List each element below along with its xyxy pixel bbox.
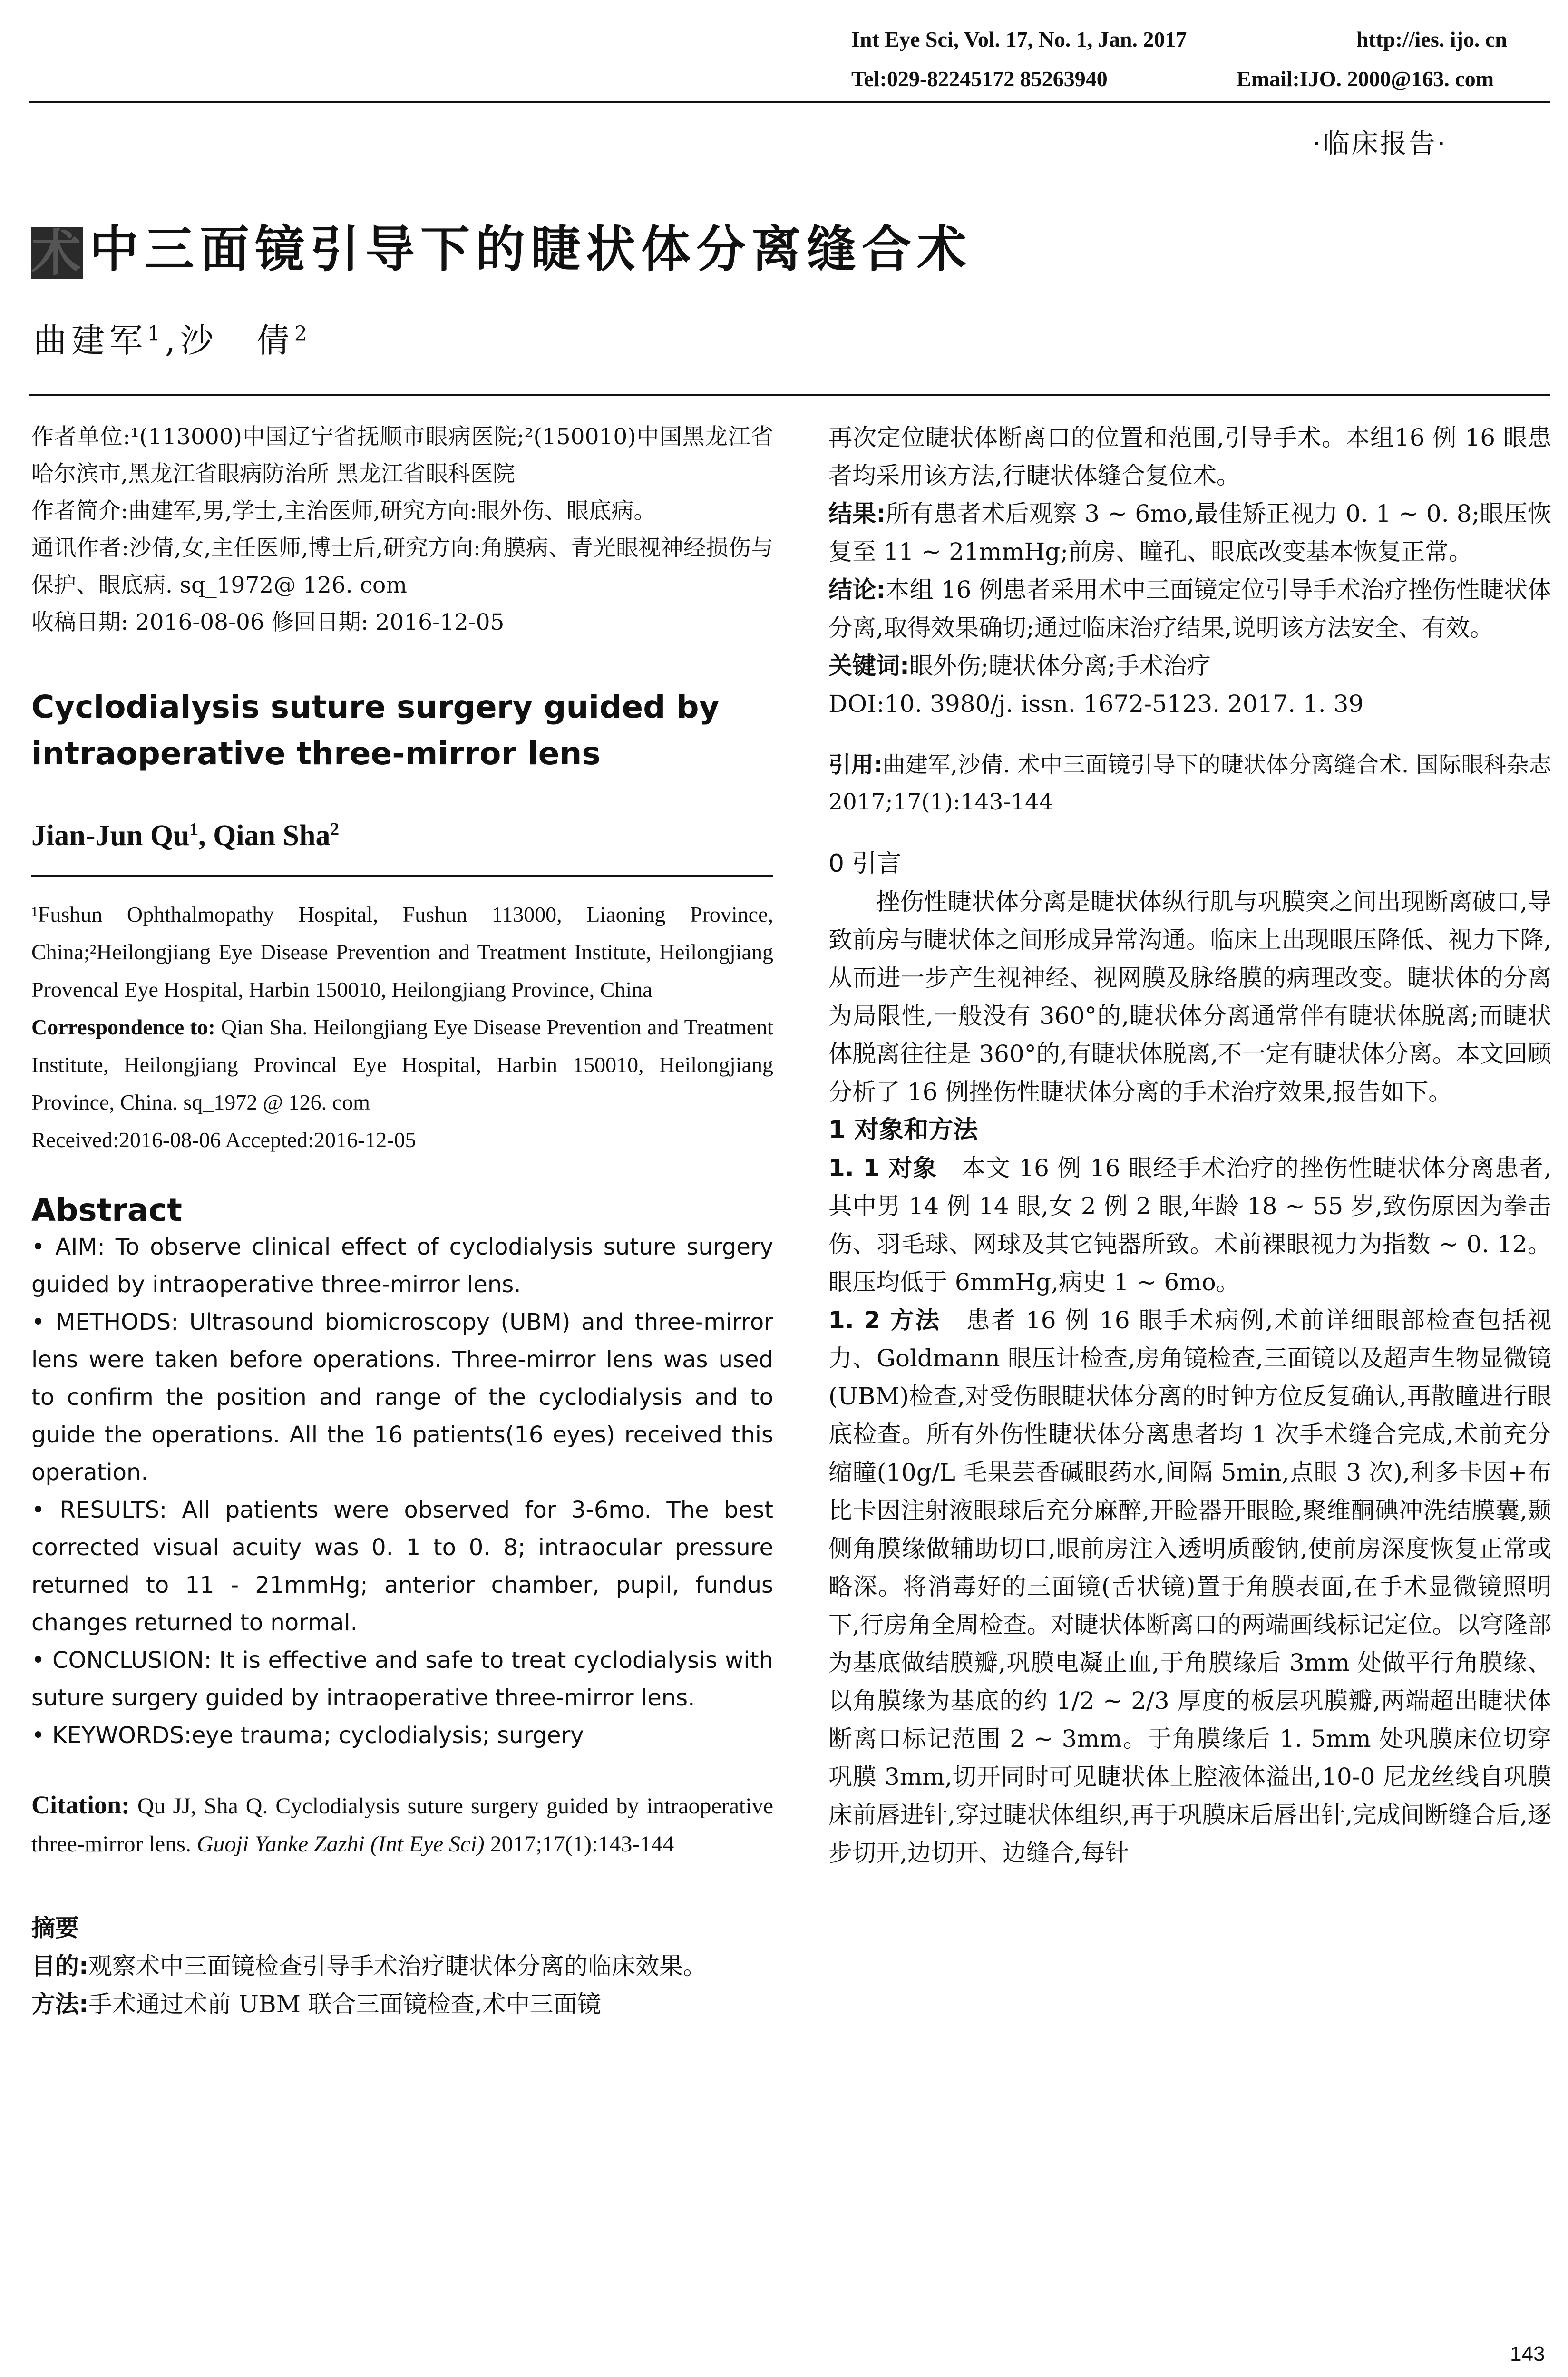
- cn-results: [828, 495, 1551, 571]
- author-sep: ,: [165, 321, 180, 360]
- en-corr-text: Qian Sha. Heilongjiang Eye Disease Prevention and Treatment Institute, Heilongjiang Provincal Eye Hospital, Harbin 150010, Heilongjiang Province, China. sq_1972 @ 126. com: [31, 1015, 773, 1114]
- left-column: [31, 419, 773, 2023]
- abstract-aim: • AIM: To observe clinical effect of cyclodialysis suture surgery guided by intraoperative three-mirror lens.: [31, 1234, 773, 1298]
- en-author-1-sup: 1: [189, 819, 199, 839]
- author-1: 曲建军: [33, 321, 147, 360]
- cn-methods-cont: 再次定位睫状体断离口的位置和范围,引导手术。本组16 例 16 眼患者均采用该方法,行睫状体缝合复位术。: [828, 424, 1551, 489]
- author-2-sup: 2: [294, 321, 312, 345]
- subsection-1-2: [828, 1301, 1551, 1872]
- en-authors-rule: [31, 875, 773, 877]
- citation-journal: Guoji Yanke Zazhi (Int Eye Sci): [196, 1831, 485, 1857]
- sub-1-2-label: 1. 2 方法: [828, 1306, 941, 1334]
- cn-conclusion-label: 结论:: [828, 576, 886, 604]
- cn-results-label: 结果:: [828, 500, 886, 527]
- author-1-sup: 1: [147, 321, 165, 345]
- intro-paragraph: 挫伤性睫状体分离是睫状体纵行肌与巩膜突之间出现断离破口,导致前房与睫状体之间形成异常沟通。临床上出现眼压降低、视力下降,从而进一步产生视神经、视网膜及脉络膜的病理改变。睫状体的分离为局限性,一般没有 360°的,睫状体分离通常伴有睫状体脱离;而睫状体脱离往往是 360°的,有睫状体脱离,不一定有睫状体分离。本文回顾分析了 16 例挫伤性睫状体分离的手术治疗效果,报告如下。: [828, 888, 1551, 1106]
- journal-info: Int Eye Sci, Vol. 17, No. 1, Jan. 2017: [851, 27, 1187, 51]
- section-tag: ·临床报告·: [1313, 128, 1448, 159]
- english-dates: Received:2016-08-06 Accepted:2016-12-05: [31, 1128, 416, 1152]
- sub-1-1-label: 1. 1 对象: [828, 1154, 937, 1182]
- citation-en: [31, 1786, 773, 1863]
- cn-cite-label: 引用:: [828, 752, 883, 778]
- cn-aim-text: 观察术中三面镜检查引导手术治疗睫状体分离的临床效果。: [88, 1952, 707, 1980]
- abstract-heading: Abstract: [31, 1192, 182, 1228]
- title-rest: 中三面镜引导下的睫状体分离缝合术: [89, 220, 973, 278]
- cn-keywords-label: 关键词:: [828, 652, 909, 680]
- journal-email: Email:IJO. 2000@163. com: [1237, 67, 1494, 91]
- cn-cite-text: 曲建军,沙倩. 术中三面镜引导下的睫状体分离缝合术. 国际眼科杂志 2017;17(1):143-144: [828, 752, 1551, 815]
- cn-methods-label: 方法:: [31, 1990, 88, 2018]
- cn-keywords-text: 眼外伤;睫状体分离;手术治疗: [909, 652, 1211, 680]
- cn-abstract-aim: [31, 1947, 773, 1985]
- abstract-keywords: • KEYWORDS:eye trauma; cyclodialysis; surgery: [31, 1722, 584, 1749]
- cn-methods-text: 手术通过术前 UBM 联合三面镜检查,术中三面镜: [88, 1990, 601, 2018]
- section-0-heading: 0 引言: [828, 849, 902, 878]
- right-column: [828, 419, 1551, 1872]
- sub-1-2-text: 患者 16 例 16 眼手术病例,术前详细眼部检查包括视力、Goldmann 眼压计检查,房角镜检查,三面镜以及超声生物显微镜(UBM)检查,对受伤眼睫状体分离的时钟方位反复确认,再散瞳进行眼底检查。所有外伤性睫状体分离患者均 1 次手术缝合完成,术前充分缩瞳(10g/L 毛果芸香碱眼药水,间隔 5min,点眼 3 次),利多卡因+布比卡因注射液眼球后充分麻醉,开睑器开眼睑,聚维酮碘冲洗结膜囊,颞侧角膜缘做辅助切口,眼前房注入透明质酸钠,使前房深度恢复正常或略深。将消毒好的三面镜(舌状镜)置于角膜表面,在手术显微镜照明下,行房角全周检查。对睫状体断离口的两端画线标记定位。以穹隆部为基底做结膜瓣,巩膜电凝止血,于角膜缘后 3mm 处做平行角膜缘、以角膜缘为基底的约 1/2 ~ 2/3 厚度的板层巩膜瓣,两端超出睫状体断离口标记范围 2 ~ 3mm。于角膜缘后 1. 5mm 处巩膜床位切穿巩膜 3mm,切开同时可见睫状体上腔液体溢出,10-0 尼龙丝线自巩膜床前唇进针,穿过睫状体组织,再于巩膜床后唇出针,完成间断缝合后,逐步切开,边切开、边缝合,每针: [828, 1306, 1552, 1867]
- cn-abstract-methods: [31, 1985, 773, 2023]
- title-first-char: 术: [31, 224, 87, 282]
- en-author-2: Qian Sha: [213, 819, 331, 852]
- author-bio-cn: 作者简介:曲建军,男,学士,主治医师,研究方向:眼外伤、眼底病。: [31, 498, 656, 524]
- citation-label: Citation:: [31, 1791, 130, 1819]
- english-affiliation: ¹Fushun Ophthalmopathy Hospital, Fushun 113000, Liaoning Province, China;²Heilongjiang Eye Disease Prevention and Treatment Institute, Heilongjiang Provencal Eye Hospital, Harbin 150010, Heilongjiang Province, China: [31, 902, 773, 1002]
- subsection-1-1: [828, 1149, 1551, 1301]
- abstract-results: • RESULTS: All patients were observed for 3-6mo. The best corrected visual acuity was 0. 1 to 0. 8; intraocular pressure returned to 11 - 21mmHg; anterior chamber, pupil, fundus changes returned to normal.: [31, 1497, 773, 1636]
- abstract-methods: • METHODS: Ultrasound biomicroscopy (UBM) and three-mirror lens were taken before operations. Three-mirror lens was used to confirm the position and range of the cyclodialysis and to guide the operations. All the 16 patients(16 eyes) received this operation.: [31, 1309, 773, 1486]
- correspondence-cn: 通讯作者:沙倩,女,主任医师,博士后,研究方向:角膜病、青光眼视神经损伤与保护、眼底病. sq_1972@ 126. com: [31, 535, 773, 598]
- doi: DOI:10. 3980/j. issn. 1672-5123. 2017. 1. 39: [828, 690, 1364, 718]
- cn-results-text: 所有患者术后观察 3 ~ 6mo,最佳矫正视力 0. 1 ~ 0. 8;眼压恢复至 11 ~ 21mmHg;前房、瞳孔、眼底改变基本恢复正常。: [828, 500, 1551, 565]
- en-corr-label: Correspondence to:: [31, 1015, 215, 1039]
- cn-conclusion-text: 本组 16 例患者采用术中三面镜定位引导手术治疗挫伤性睫状体分离,取得效果确切;通过临床治疗结果,说明该方法安全、有效。: [828, 576, 1551, 642]
- dates-cn: 收稿日期: 2016-08-06 修回日期: 2016-12-05: [31, 609, 505, 635]
- cn-aim-label: 目的:: [31, 1952, 88, 1980]
- english-correspondence: [31, 1008, 773, 1121]
- english-title: Cyclodialysis suture surgery guided by intraoperative three-mirror lens: [31, 689, 720, 772]
- article-title: [31, 209, 972, 281]
- title-rule: [29, 394, 1550, 396]
- cn-abstract-heading: 摘要: [31, 1914, 79, 1942]
- cn-citation: [828, 747, 1551, 821]
- sub-1-1-text: 本文 16 例 16 眼经手术治疗的挫伤性睫状体分离患者,其中男 14 例 14 眼,女 2 例 2 眼,年龄 18 ~ 55 岁,致伤原因为拳击伤、羽毛球、网球及其它钝器所致。术前裸眼视力为指数 ~ 0. 12。眼压均低于 6mmHg,病史 1 ~ 6mo。: [828, 1154, 1552, 1296]
- cn-conclusion: [828, 571, 1551, 647]
- section-1-heading: 1 对象和方法: [828, 1116, 978, 1144]
- header-rule: [29, 101, 1550, 103]
- en-author-1: Jian-Jun Qu: [31, 819, 190, 852]
- abstract-conclusion: • CONCLUSION: It is effective and safe to treat cyclodialysis with suture surgery guided by intraoperative three-mirror lens.: [31, 1647, 773, 1711]
- page-number: 143: [1510, 2342, 1545, 2366]
- citation-text: Qu JJ, Sha Q. Cyclodialysis suture surgery guided by intraoperative three-mirror lens.: [31, 1793, 774, 1857]
- affiliation-cn: 作者单位:¹(113000)中国辽宁省抚顺市眼病医院;²(150010)中国黑龙江省哈尔滨市,黑龙江省眼病防治所 黑龙江省眼科医院: [31, 424, 773, 487]
- journal-tel: Tel:029-82245172 85263940: [851, 67, 1108, 91]
- en-author-2-sup: 2: [330, 819, 340, 839]
- author-2: 沙 倩: [180, 321, 294, 360]
- en-author-sep: ,: [198, 819, 214, 852]
- english-authors: [31, 819, 773, 853]
- authors-cn: [33, 314, 312, 362]
- cn-keywords: [828, 647, 1551, 685]
- journal-url: http://ies. ijo. cn: [1356, 27, 1507, 51]
- citation-tail: 2017;17(1):143-144: [490, 1831, 674, 1857]
